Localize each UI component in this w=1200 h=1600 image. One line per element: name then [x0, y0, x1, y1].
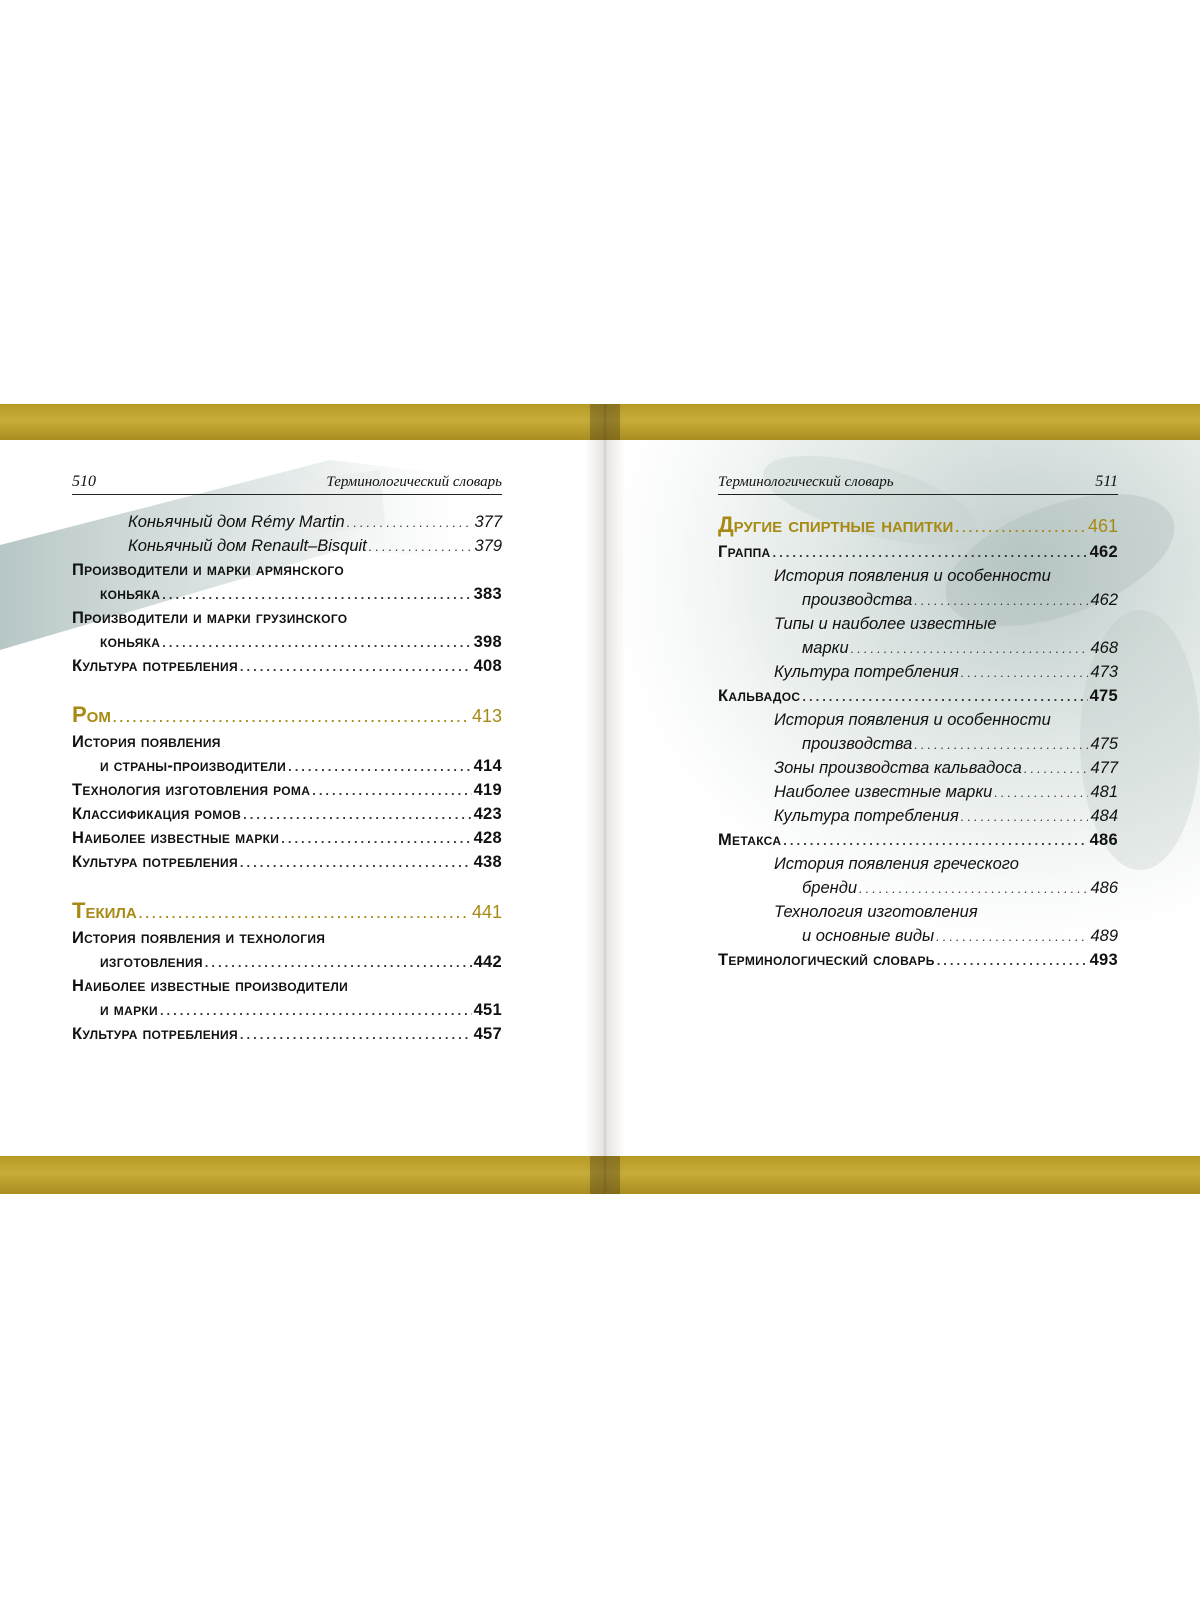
toc-entry: бренди ..... 486 [718, 876, 1118, 900]
toc-entry: Наиболее известные марки ..... 481 [718, 780, 1118, 804]
toc-entry: Культура потребления ..... 473 [718, 660, 1118, 684]
table-of-contents [718, 510, 1118, 972]
book-gutter [585, 404, 625, 1194]
toc-entry: Кальвадос ..... 475 [718, 684, 1118, 708]
toc-entry: и основные виды ..... 489 [718, 924, 1118, 948]
toc-entry: производства ..... 475 [718, 732, 1118, 756]
toc-entry: и марки ..... 451 [72, 998, 502, 1022]
toc-entry: Метакса ..... 486 [718, 828, 1118, 852]
toc-entry: и страны-производители ..... 414 [72, 754, 502, 778]
toc-entry: Технология изготовления [774, 903, 978, 921]
toc-entry: Классификация ромов ..... 423 [72, 802, 502, 826]
toc-entry: Культура потребления ..... 457 [72, 1022, 502, 1046]
toc-entry: Производители и марки армянского [72, 561, 344, 579]
toc-chapter-heading: Другие спиртные напитки ..... 461 [718, 510, 1118, 540]
toc-entry: Коньячный дом Renault–Bisquit ..... 379 [72, 534, 502, 558]
spacer [72, 874, 502, 896]
running-header [718, 472, 1118, 495]
toc-entry: Граппа ..... 462 [718, 540, 1118, 564]
toc-chapter-heading: Текила ..... 441 [72, 896, 502, 926]
toc-entry: коньяка ..... 398 [72, 630, 502, 654]
page-number: 511 [1095, 473, 1118, 490]
toc-entry: производства ..... 462 [718, 588, 1118, 612]
toc-entry: История появления и особенности [774, 567, 1051, 585]
gutter-shadow-bottom [590, 1156, 620, 1194]
page-number: 510 [72, 473, 96, 490]
running-title: Терминологический словарь [326, 474, 502, 490]
toc-entry: История появления [72, 733, 221, 751]
toc-entry: Технология изготовления рома ..... 419 [72, 778, 502, 802]
toc-entry: История появления греческого [774, 855, 1019, 873]
toc-entry: Культура потребления ..... 484 [718, 804, 1118, 828]
table-of-contents [72, 510, 502, 1046]
left-page [72, 404, 502, 1194]
toc-entry: Наиболее известные марки ..... 428 [72, 826, 502, 850]
toc-entry: Коньячный дом Rémy Martin ..... 377 [72, 510, 502, 534]
spacer [72, 678, 502, 700]
toc-entry: марки ..... 468 [718, 636, 1118, 660]
toc-entry: Типы и наиболее известные [774, 615, 997, 633]
toc-entry: изготовления ..... 442 [72, 950, 502, 974]
toc-entry: Культура потребления ..... 438 [72, 850, 502, 874]
book-spread [0, 404, 1200, 1194]
toc-entry: Зоны производства кальвадоса ..... 477 [718, 756, 1118, 780]
toc-entry: История появления и особенности [774, 711, 1051, 729]
toc-entry: Наиболее известные производители [72, 977, 349, 995]
gutter-shadow-top [590, 404, 620, 440]
toc-entry: История появления и технология [72, 929, 326, 947]
toc-entry: Производители и марки грузинского [72, 609, 348, 627]
running-title: Терминологический словарь [718, 474, 894, 490]
toc-entry: Культура потребления ..... 408 [72, 654, 502, 678]
right-page [718, 404, 1118, 1194]
toc-entry: Терминологический словарь ..... 493 [718, 948, 1118, 972]
toc-entry: коньяка ..... 383 [72, 582, 502, 606]
running-header [72, 472, 502, 495]
toc-chapter-heading: Ром ..... 413 [72, 700, 502, 730]
